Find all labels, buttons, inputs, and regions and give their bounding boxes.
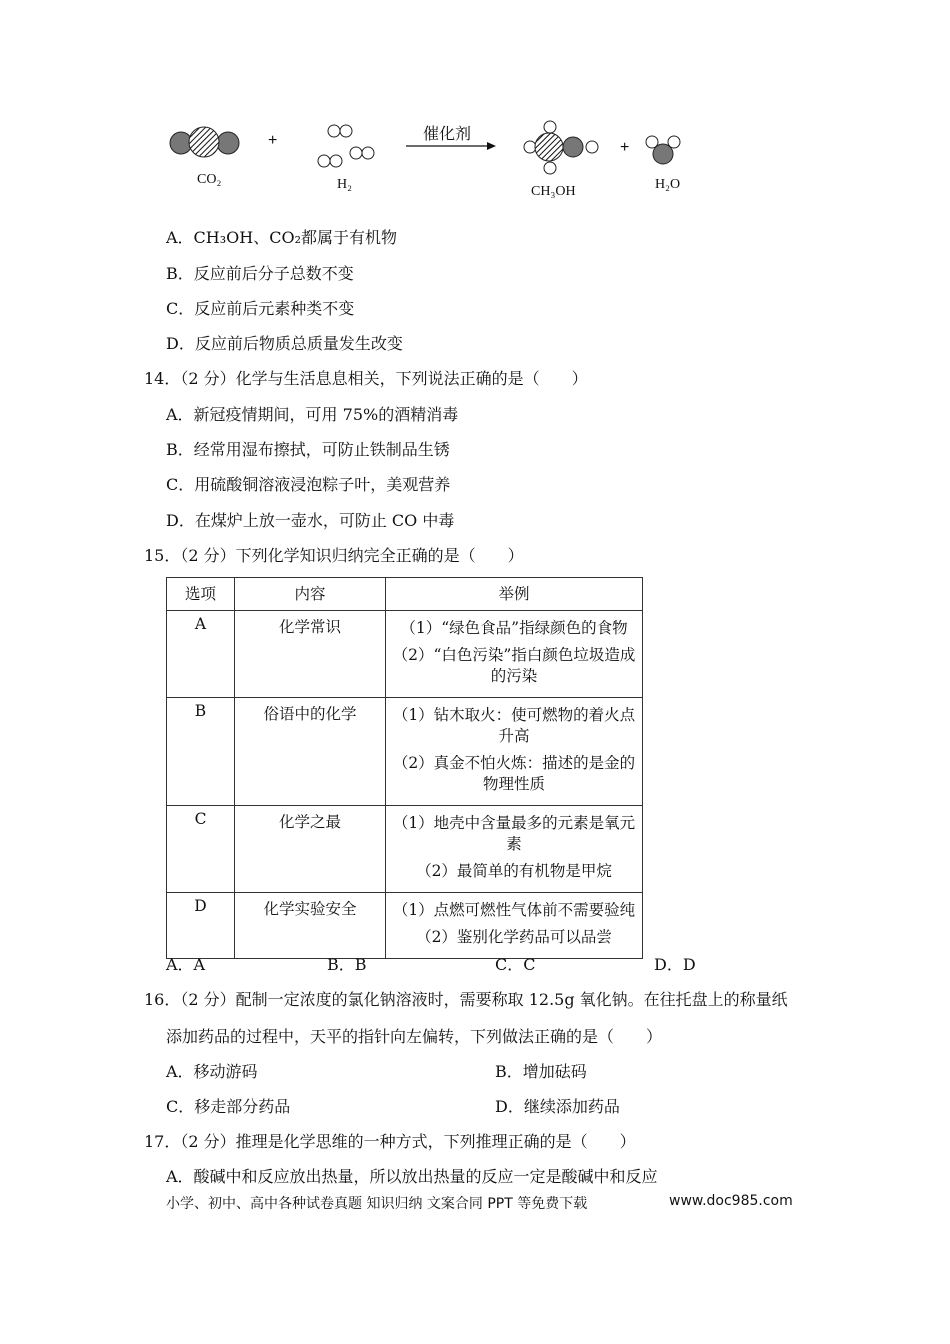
q13-option-b: B．反应前后分子总数不变	[166, 264, 354, 283]
example-item: （2）真金不怕火炼：描述的是金的物理性质	[392, 754, 636, 793]
q13-option-c: C．反应前后元素种类不变	[166, 299, 355, 318]
q17-option-a: A．酸碱中和反应放出热量，所以放出热量的反应一定是酸碱中和反应	[166, 1167, 658, 1186]
q15-stem: 15．（2 分）下列化学知识归纳完全正确的是（ ）	[144, 546, 524, 565]
row-content: 俗语中的化学	[235, 698, 386, 806]
q14-option-c: C．用硫酸铜溶液浸泡粽子叶，美观营养	[166, 475, 451, 494]
example-item: （2）最简单的有机物是甲烷	[416, 862, 612, 880]
row-examples	[386, 698, 643, 806]
q15-answer-d: D．D	[654, 955, 696, 974]
example-item: （1）点燃可燃性气体前不需要验纯	[392, 901, 636, 919]
footer-url[interactable]: www.doc985.com	[669, 1193, 793, 1209]
plus-sign: +	[620, 139, 630, 156]
q16-stem-line1: 16．（2 分）配制一定浓度的氯化钠溶液时，需要称取 12.5g 氧化钠。在往托盘上的称量纸	[144, 990, 788, 1009]
h2-molecules	[318, 125, 374, 167]
ch3oh-molecule	[524, 121, 598, 174]
q16-stem-line2: 添加药品的过程中，天平的指针向左偏转，下列做法正确的是（ ）	[166, 1027, 663, 1046]
row-option: C	[167, 806, 235, 893]
row-examples	[386, 611, 643, 698]
row-content: 化学之最	[235, 806, 386, 893]
example-item: （2）鉴别化学药品可以品尝	[416, 928, 612, 946]
q14-option-b: B．经常用湿布擦拭，可防止铁制品生锈	[166, 440, 450, 459]
q15-answer-a: A．A	[166, 955, 206, 974]
q16-option-c: C．移走部分药品	[166, 1097, 291, 1116]
example-item: （1）“绿色食品”指绿颜色的食物	[400, 619, 628, 637]
q17-stem: 17．（2 分）推理是化学思维的一种方式，下列推理正确的是（ ）	[144, 1132, 636, 1151]
table-row	[167, 611, 643, 698]
table-row	[167, 893, 643, 959]
ch3oh-label: CH₃OH	[531, 184, 576, 199]
example-item: （2）“白色污染”指白颜色垃圾造成的污染	[392, 646, 636, 685]
q13-option-d: D．反应前后物质总质量发生改变	[166, 334, 403, 353]
row-examples	[386, 806, 643, 893]
row-option: D	[167, 893, 235, 959]
row-option: A	[167, 611, 235, 698]
example-item: （1）地壳中含量最多的元素是氧元素	[392, 814, 636, 853]
q15-table	[166, 577, 643, 959]
row-option: B	[167, 698, 235, 806]
table-row	[167, 806, 643, 893]
row-content: 化学常识	[235, 611, 386, 698]
q14-option-a: A．新冠疫情期间，可用 75%的酒精消毒	[166, 405, 459, 424]
table-row	[167, 698, 643, 806]
row-examples	[386, 893, 643, 959]
q16-option-b: B．增加砝码	[495, 1062, 587, 1081]
row-content: 化学实验安全	[235, 893, 386, 959]
h2o-molecule	[646, 136, 680, 164]
q15-answer-c: C．C	[495, 955, 536, 974]
h2-label: H₂	[337, 177, 352, 192]
co2-molecule	[170, 127, 239, 157]
q16-option-a: A．移动游码	[166, 1062, 258, 1081]
q13-option-a: A．CH₃OH、CO₂都属于有机物	[166, 228, 398, 247]
q14-option-d: D．在煤炉上放一壶水，可防止 CO 中毒	[166, 511, 455, 530]
plus-sign: +	[268, 132, 278, 149]
footer-text: 小学、初中、高中各种试卷真题 知识归纳 文案合同 PPT 等免费下载	[166, 1196, 588, 1212]
h2o-label: H₂O	[655, 177, 681, 192]
catalyst-label: 催化剂	[423, 124, 472, 143]
example-item: （1）钻木取火：使可燃物的着火点升高	[392, 706, 636, 745]
q16-option-d: D．继续添加药品	[495, 1097, 620, 1116]
co2-label: CO₂	[197, 172, 222, 187]
table-header-row	[167, 578, 643, 611]
header-content: 内容	[235, 578, 386, 611]
header-option: 选项	[167, 578, 235, 611]
q15-answer-b: B．B	[327, 955, 367, 974]
header-example: 举例	[386, 578, 643, 611]
q14-stem: 14．（2 分）化学与生活息息相关，下列说法正确的是（ ）	[144, 369, 588, 388]
